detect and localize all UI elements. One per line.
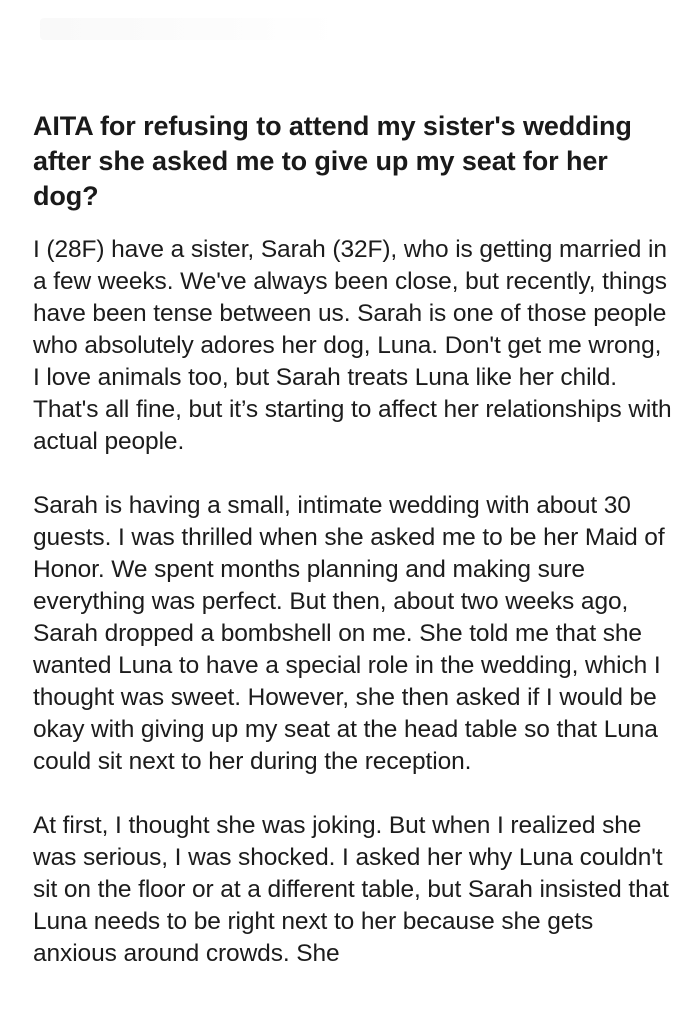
top-bar <box>0 0 694 82</box>
post-title: AITA for refusing to attend my sister's wedding after she asked me to give up my seat for her dog? <box>33 111 632 211</box>
post-paragraph-1: I (28F) have a sister, Sarah (32F), who is getting married in a few weeks. We've always been close, but recently, things have been tense between us. Sarah is one of those people who absolutely adores her dog, Luna. Don't get me wrong, I love animals too, but Sarah treats Luna like her child. That's all fine, but it’s starting to affect her relationships with actual people. <box>33 236 672 455</box>
post-paragraph-3: At first, I thought she was joking. But when I realized she was serious, I was shocked. I asked her why Luna couldn't sit on the floor or at a different table, but Sarah insisted that Luna needs to be right next to her because she gets anxious around crowds. She <box>33 812 669 967</box>
post-paragraph-2: Sarah is having a small, intimate wedding with about 30 guests. I was thrilled when she asked me to be her Maid of Honor. We spent months planning and making sure everything was perfect. But then, about two weeks ago, Sarah dropped a bombshell on me. She told me that she wanted Luna to have a special role in the wedding, which I thought was sweet. However, she then asked if I would be okay with giving up my seat at the head table so that Luna could sit next to her during the reception. <box>33 492 665 775</box>
post-content <box>33 109 673 1002</box>
faded-header-area <box>40 18 340 40</box>
post-body <box>33 234 673 970</box>
